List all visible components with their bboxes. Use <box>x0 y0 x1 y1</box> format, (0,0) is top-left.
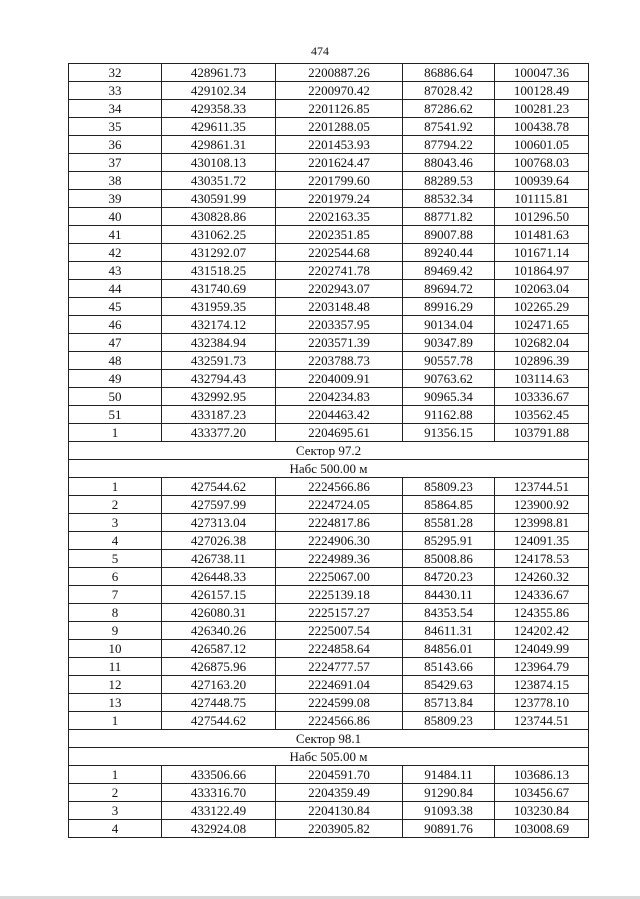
y-coordinate-cell: 2202741.78 <box>276 262 403 280</box>
x-local-cell: 85143.66 <box>403 658 495 676</box>
y-local-cell: 102682.04 <box>495 334 589 352</box>
y-local-cell: 124336.67 <box>495 586 589 604</box>
x-local-cell: 90965.34 <box>403 388 495 406</box>
point-number-cell: 35 <box>69 118 162 136</box>
x-coordinate-cell: 430591.99 <box>162 190 276 208</box>
table-row <box>69 568 589 586</box>
x-coordinate-cell: 433506.66 <box>162 766 276 784</box>
x-coordinate-cell: 430351.72 <box>162 172 276 190</box>
x-local-cell: 91093.38 <box>403 802 495 820</box>
x-coordinate-cell: 426157.15 <box>162 586 276 604</box>
x-local-cell: 84856.01 <box>403 640 495 658</box>
x-local-cell: 85809.23 <box>403 478 495 496</box>
section-header: Сектор 98.1 <box>69 730 589 748</box>
table-row <box>69 406 589 424</box>
table-row <box>69 262 589 280</box>
x-local-cell: 85864.85 <box>403 496 495 514</box>
y-local-cell: 100768.03 <box>495 154 589 172</box>
table-row <box>69 82 589 100</box>
point-number-cell: 2 <box>69 496 162 514</box>
x-coordinate-cell: 427026.38 <box>162 532 276 550</box>
y-coordinate-cell: 2225007.54 <box>276 622 403 640</box>
x-local-cell: 91356.15 <box>403 424 495 442</box>
y-local-cell: 100601.05 <box>495 136 589 154</box>
x-local-cell: 84720.23 <box>403 568 495 586</box>
x-coordinate-cell: 433316.70 <box>162 784 276 802</box>
point-number-cell: 6 <box>69 568 162 586</box>
point-number-cell: 1 <box>69 478 162 496</box>
x-local-cell: 88289.53 <box>403 172 495 190</box>
table-row <box>69 586 589 604</box>
x-coordinate-cell: 427448.75 <box>162 694 276 712</box>
x-coordinate-cell: 432174.12 <box>162 316 276 334</box>
section-header: Сектор 97.2 <box>69 442 589 460</box>
table-row <box>69 280 589 298</box>
x-coordinate-cell: 431740.69 <box>162 280 276 298</box>
point-number-cell: 47 <box>69 334 162 352</box>
x-local-cell: 84353.54 <box>403 604 495 622</box>
y-local-cell: 103562.45 <box>495 406 589 424</box>
x-coordinate-cell: 431959.35 <box>162 298 276 316</box>
y-coordinate-cell: 2200970.42 <box>276 82 403 100</box>
point-number-cell: 3 <box>69 514 162 532</box>
x-local-cell: 90347.89 <box>403 334 495 352</box>
table-row <box>69 478 589 496</box>
x-local-cell: 89916.29 <box>403 298 495 316</box>
y-local-cell: 100128.49 <box>495 82 589 100</box>
point-number-cell: 12 <box>69 676 162 694</box>
section-header-row <box>69 730 589 748</box>
point-number-cell: 44 <box>69 280 162 298</box>
table-row <box>69 118 589 136</box>
table-row <box>69 298 589 316</box>
point-number-cell: 1 <box>69 712 162 730</box>
y-local-cell: 123998.81 <box>495 514 589 532</box>
table-row <box>69 100 589 118</box>
x-local-cell: 84611.31 <box>403 622 495 640</box>
y-local-cell: 123964.79 <box>495 658 589 676</box>
x-coordinate-cell: 429611.35 <box>162 118 276 136</box>
x-coordinate-cell: 426738.11 <box>162 550 276 568</box>
table-row <box>69 244 589 262</box>
y-local-cell: 101296.50 <box>495 208 589 226</box>
y-coordinate-cell: 2224906.30 <box>276 532 403 550</box>
section-header: Набс 500.00 м <box>69 460 589 478</box>
x-coordinate-cell: 426340.26 <box>162 622 276 640</box>
y-local-cell: 103114.63 <box>495 370 589 388</box>
y-coordinate-cell: 2203357.95 <box>276 316 403 334</box>
y-local-cell: 103230.84 <box>495 802 589 820</box>
y-coordinate-cell: 2224566.86 <box>276 712 403 730</box>
point-number-cell: 1 <box>69 766 162 784</box>
x-local-cell: 89240.44 <box>403 244 495 262</box>
y-coordinate-cell: 2202351.85 <box>276 226 403 244</box>
table-row <box>69 784 589 802</box>
y-coordinate-cell: 2201126.85 <box>276 100 403 118</box>
point-number-cell: 50 <box>69 388 162 406</box>
point-number-cell: 13 <box>69 694 162 712</box>
y-coordinate-cell: 2224989.36 <box>276 550 403 568</box>
point-number-cell: 3 <box>69 802 162 820</box>
x-coordinate-cell: 429861.31 <box>162 136 276 154</box>
y-coordinate-cell: 2224691.04 <box>276 676 403 694</box>
point-number-cell: 37 <box>69 154 162 172</box>
table-row <box>69 190 589 208</box>
table-row <box>69 226 589 244</box>
point-number-cell: 7 <box>69 586 162 604</box>
x-coordinate-cell: 429358.33 <box>162 100 276 118</box>
table-row <box>69 424 589 442</box>
x-local-cell: 89007.88 <box>403 226 495 244</box>
table-row <box>69 136 589 154</box>
y-coordinate-cell: 2204359.49 <box>276 784 403 802</box>
table-row <box>69 550 589 568</box>
x-coordinate-cell: 426448.33 <box>162 568 276 586</box>
x-coordinate-cell: 432924.08 <box>162 820 276 838</box>
y-local-cell: 123744.51 <box>495 712 589 730</box>
table-row <box>69 334 589 352</box>
x-local-cell: 85429.63 <box>403 676 495 694</box>
table-row <box>69 496 589 514</box>
y-coordinate-cell: 2203571.39 <box>276 334 403 352</box>
x-local-cell: 91162.88 <box>403 406 495 424</box>
x-coordinate-cell: 430108.13 <box>162 154 276 172</box>
y-local-cell: 102063.04 <box>495 280 589 298</box>
point-number-cell: 4 <box>69 820 162 838</box>
y-coordinate-cell: 2201799.60 <box>276 172 403 190</box>
x-local-cell: 85581.28 <box>403 514 495 532</box>
x-local-cell: 87028.42 <box>403 82 495 100</box>
y-coordinate-cell: 2204591.70 <box>276 766 403 784</box>
y-coordinate-cell: 2201624.47 <box>276 154 403 172</box>
x-coordinate-cell: 433377.20 <box>162 424 276 442</box>
x-coordinate-cell: 426080.31 <box>162 604 276 622</box>
y-local-cell: 124260.32 <box>495 568 589 586</box>
y-coordinate-cell: 2204009.91 <box>276 370 403 388</box>
y-local-cell: 100047.36 <box>495 64 589 82</box>
page-number: 474 <box>311 44 329 58</box>
point-number-cell: 38 <box>69 172 162 190</box>
y-local-cell: 103336.67 <box>495 388 589 406</box>
x-local-cell: 88771.82 <box>403 208 495 226</box>
y-local-cell: 102896.39 <box>495 352 589 370</box>
y-local-cell: 124202.42 <box>495 622 589 640</box>
y-coordinate-cell: 2203905.82 <box>276 820 403 838</box>
point-number-cell: 51 <box>69 406 162 424</box>
y-local-cell: 101481.63 <box>495 226 589 244</box>
x-coordinate-cell: 427544.62 <box>162 478 276 496</box>
table-row <box>69 154 589 172</box>
x-coordinate-cell: 427597.99 <box>162 496 276 514</box>
y-local-cell: 123744.51 <box>495 478 589 496</box>
x-local-cell: 90557.78 <box>403 352 495 370</box>
y-local-cell: 102265.29 <box>495 298 589 316</box>
point-number-cell: 40 <box>69 208 162 226</box>
y-coordinate-cell: 2224817.86 <box>276 514 403 532</box>
section-header-row <box>69 748 589 766</box>
point-number-cell: 43 <box>69 262 162 280</box>
point-number-cell: 10 <box>69 640 162 658</box>
x-coordinate-cell: 427544.62 <box>162 712 276 730</box>
table-row <box>69 766 589 784</box>
y-local-cell: 103456.67 <box>495 784 589 802</box>
x-local-cell: 90134.04 <box>403 316 495 334</box>
y-coordinate-cell: 2224777.57 <box>276 658 403 676</box>
x-coordinate-cell: 432384.94 <box>162 334 276 352</box>
y-coordinate-cell: 2204695.61 <box>276 424 403 442</box>
y-local-cell: 123900.92 <box>495 496 589 514</box>
y-coordinate-cell: 2224599.08 <box>276 694 403 712</box>
x-local-cell: 89694.72 <box>403 280 495 298</box>
y-local-cell: 124091.35 <box>495 532 589 550</box>
point-number-cell: 33 <box>69 82 162 100</box>
x-coordinate-cell: 429102.34 <box>162 82 276 100</box>
section-header-row <box>69 460 589 478</box>
table-row <box>69 532 589 550</box>
y-coordinate-cell: 2224566.86 <box>276 478 403 496</box>
section-header: Набс 505.00 м <box>69 748 589 766</box>
x-coordinate-cell: 433187.23 <box>162 406 276 424</box>
table-row <box>69 802 589 820</box>
y-coordinate-cell: 2225157.27 <box>276 604 403 622</box>
x-coordinate-cell: 428961.73 <box>162 64 276 82</box>
coordinates-table-body <box>69 64 589 838</box>
x-local-cell: 87794.22 <box>403 136 495 154</box>
table-row <box>69 370 589 388</box>
point-number-cell: 42 <box>69 244 162 262</box>
y-coordinate-cell: 2202163.35 <box>276 208 403 226</box>
x-local-cell: 85008.86 <box>403 550 495 568</box>
x-coordinate-cell: 426587.12 <box>162 640 276 658</box>
x-local-cell: 85295.91 <box>403 532 495 550</box>
y-coordinate-cell: 2202943.07 <box>276 280 403 298</box>
x-coordinate-cell: 432591.73 <box>162 352 276 370</box>
x-coordinate-cell: 433122.49 <box>162 802 276 820</box>
x-local-cell: 85809.23 <box>403 712 495 730</box>
y-coordinate-cell: 2201979.24 <box>276 190 403 208</box>
table-row <box>69 694 589 712</box>
x-local-cell: 89469.42 <box>403 262 495 280</box>
x-coordinate-cell: 426875.96 <box>162 658 276 676</box>
x-local-cell: 87541.92 <box>403 118 495 136</box>
table-row <box>69 514 589 532</box>
y-local-cell: 100939.64 <box>495 172 589 190</box>
point-number-cell: 11 <box>69 658 162 676</box>
y-coordinate-cell: 2202544.68 <box>276 244 403 262</box>
x-coordinate-cell: 430828.86 <box>162 208 276 226</box>
point-number-cell: 9 <box>69 622 162 640</box>
table-row <box>69 172 589 190</box>
y-coordinate-cell: 2204234.83 <box>276 388 403 406</box>
y-local-cell: 123778.10 <box>495 694 589 712</box>
y-coordinate-cell: 2225139.18 <box>276 586 403 604</box>
table-row <box>69 64 589 82</box>
y-coordinate-cell: 2224858.64 <box>276 640 403 658</box>
point-number-cell: 1 <box>69 424 162 442</box>
point-number-cell: 2 <box>69 784 162 802</box>
point-number-cell: 39 <box>69 190 162 208</box>
y-local-cell: 103791.88 <box>495 424 589 442</box>
point-number-cell: 49 <box>69 370 162 388</box>
point-number-cell: 34 <box>69 100 162 118</box>
table-row <box>69 712 589 730</box>
table-row <box>69 352 589 370</box>
x-coordinate-cell: 431518.25 <box>162 262 276 280</box>
point-number-cell: 4 <box>69 532 162 550</box>
y-coordinate-cell: 2224724.05 <box>276 496 403 514</box>
point-number-cell: 32 <box>69 64 162 82</box>
y-coordinate-cell: 2203148.48 <box>276 298 403 316</box>
y-local-cell: 124355.86 <box>495 604 589 622</box>
table-row <box>69 622 589 640</box>
x-local-cell: 90763.62 <box>403 370 495 388</box>
y-local-cell: 103008.69 <box>495 820 589 838</box>
y-local-cell: 101864.97 <box>495 262 589 280</box>
x-local-cell: 85713.84 <box>403 694 495 712</box>
point-number-cell: 5 <box>69 550 162 568</box>
y-coordinate-cell: 2200887.26 <box>276 64 403 82</box>
coordinates-table <box>68 63 589 838</box>
y-local-cell: 100438.78 <box>495 118 589 136</box>
y-local-cell: 101671.14 <box>495 244 589 262</box>
table-row <box>69 388 589 406</box>
point-number-cell: 8 <box>69 604 162 622</box>
x-local-cell: 87286.62 <box>403 100 495 118</box>
table-row <box>69 820 589 838</box>
x-local-cell: 91290.84 <box>403 784 495 802</box>
y-coordinate-cell: 2201453.93 <box>276 136 403 154</box>
x-coordinate-cell: 431292.07 <box>162 244 276 262</box>
x-local-cell: 84430.11 <box>403 586 495 604</box>
x-coordinate-cell: 432992.95 <box>162 388 276 406</box>
y-coordinate-cell: 2201288.05 <box>276 118 403 136</box>
point-number-cell: 41 <box>69 226 162 244</box>
table-row <box>69 208 589 226</box>
y-local-cell: 101115.81 <box>495 190 589 208</box>
point-number-cell: 48 <box>69 352 162 370</box>
y-local-cell: 102471.65 <box>495 316 589 334</box>
table-row <box>69 676 589 694</box>
y-coordinate-cell: 2203788.73 <box>276 352 403 370</box>
x-local-cell: 86886.64 <box>403 64 495 82</box>
x-local-cell: 90891.76 <box>403 820 495 838</box>
y-coordinate-cell: 2225067.00 <box>276 568 403 586</box>
x-local-cell: 91484.11 <box>403 766 495 784</box>
point-number-cell: 36 <box>69 136 162 154</box>
x-local-cell: 88532.34 <box>403 190 495 208</box>
table-row <box>69 604 589 622</box>
x-local-cell: 88043.46 <box>403 154 495 172</box>
table-row <box>69 658 589 676</box>
x-coordinate-cell: 427313.04 <box>162 514 276 532</box>
y-local-cell: 124178.53 <box>495 550 589 568</box>
y-local-cell: 124049.99 <box>495 640 589 658</box>
x-coordinate-cell: 427163.20 <box>162 676 276 694</box>
point-number-cell: 46 <box>69 316 162 334</box>
point-number-cell: 45 <box>69 298 162 316</box>
x-coordinate-cell: 431062.25 <box>162 226 276 244</box>
y-coordinate-cell: 2204463.42 <box>276 406 403 424</box>
x-coordinate-cell: 432794.43 <box>162 370 276 388</box>
y-local-cell: 100281.23 <box>495 100 589 118</box>
y-local-cell: 123874.15 <box>495 676 589 694</box>
section-header-row <box>69 442 589 460</box>
table-row <box>69 640 589 658</box>
y-coordinate-cell: 2204130.84 <box>276 802 403 820</box>
table-row <box>69 316 589 334</box>
y-local-cell: 103686.13 <box>495 766 589 784</box>
